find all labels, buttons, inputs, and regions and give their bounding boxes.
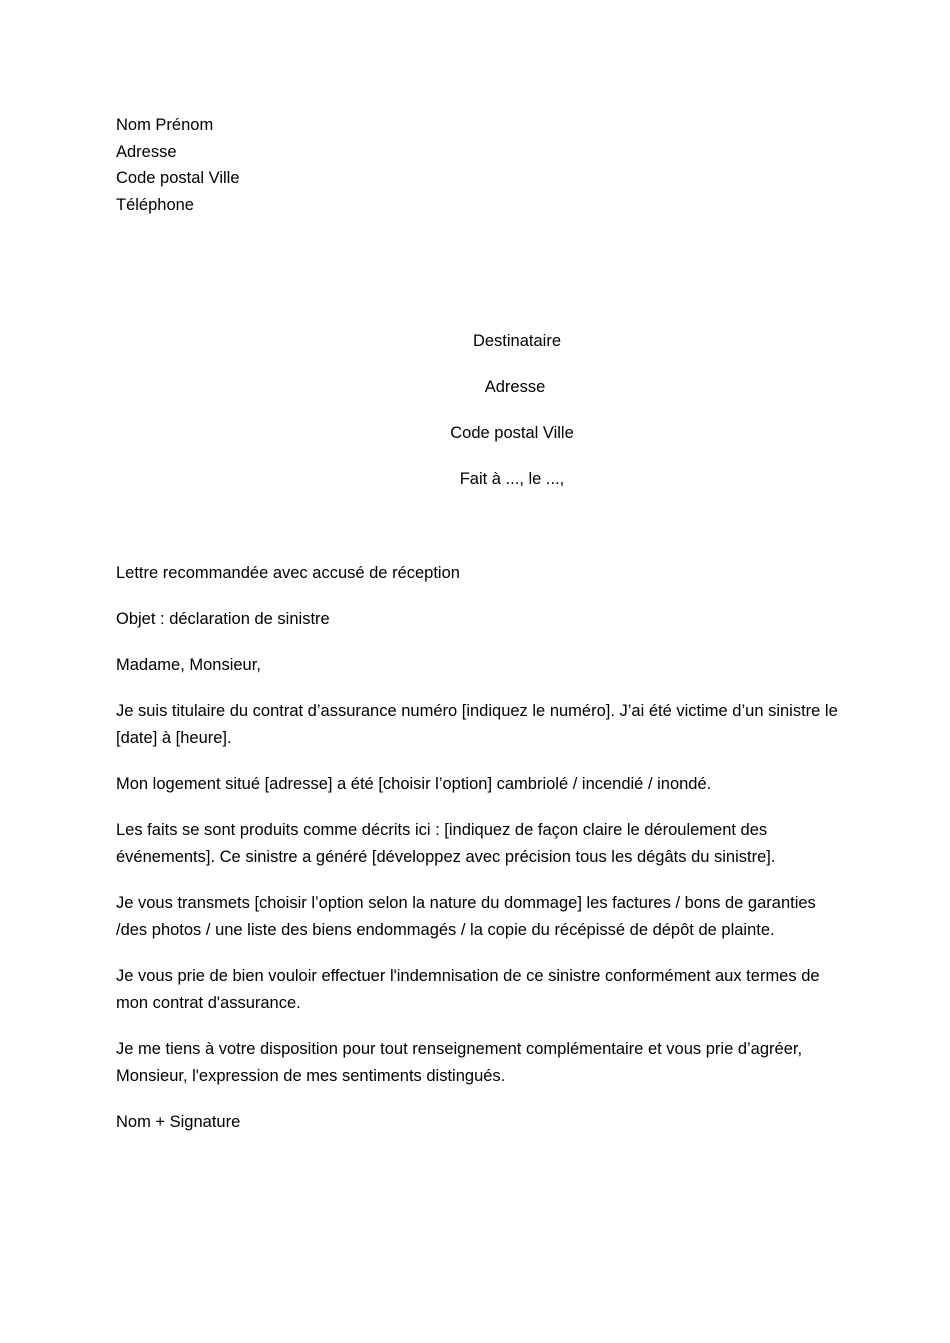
paragraph-supporting-documents: Je vous transmets [choisir l’option selon la nature du dommage] les factures / bons de garanties /des photos / une liste des biens endommagés / la copie du récépissé de dépôt de plainte. [116, 894, 816, 939]
sender-address-block [116, 112, 516, 218]
sender-city: Code postal Ville [116, 169, 240, 188]
salutation: Madame, Monsieur, [116, 656, 261, 674]
signature-line: Nom + Signature [116, 1113, 241, 1131]
recipient-name: Destinataire [472, 332, 562, 350]
place-and-date: Fait à ..., le ..., [459, 470, 565, 488]
paragraph-incident-description: Les faits se sont produits comme décrits ici : [indiquez de façon claire le déroulement des événements]. Ce sinistre a généré [développez avec précision tous les dégâts du sinistre]. [116, 821, 776, 866]
letter-body [116, 560, 838, 1136]
paragraph-contract-details: Je suis titulaire du contrat d’assurance numéro [indiquez le numéro]. J’ai été victime d’un sinistre le [date] à [heure]. [116, 702, 838, 747]
recipient-city: Code postal Ville [450, 424, 574, 442]
paragraph-property-damage: Mon logement situé [adresse] a été [choisir l’option] cambriolé / incendié / inondé. [116, 775, 712, 793]
sender-phone: Téléphone [116, 195, 194, 214]
paragraph-closing-formula: Je me tiens à votre disposition pour tout renseignement complémentaire et vous prie d’agréer, Monsieur, l'expression de mes sentiments distingués. [116, 1040, 803, 1085]
paragraph-indemnification-request: Je vous prie de bien vouloir effectuer l'indemnisation de ce sinistre conformément aux termes de mon contrat d'assurance. [116, 967, 820, 1012]
sender-street: Adresse [116, 142, 177, 161]
recipient-street: Adresse [484, 378, 546, 396]
sender-name: Nom Prénom [116, 116, 214, 134]
delivery-mention: Lettre recommandée avec accusé de réception [116, 564, 460, 582]
subject-line: Objet : déclaration de sinistre [116, 610, 330, 628]
recipient-address-block [232, 330, 792, 491]
